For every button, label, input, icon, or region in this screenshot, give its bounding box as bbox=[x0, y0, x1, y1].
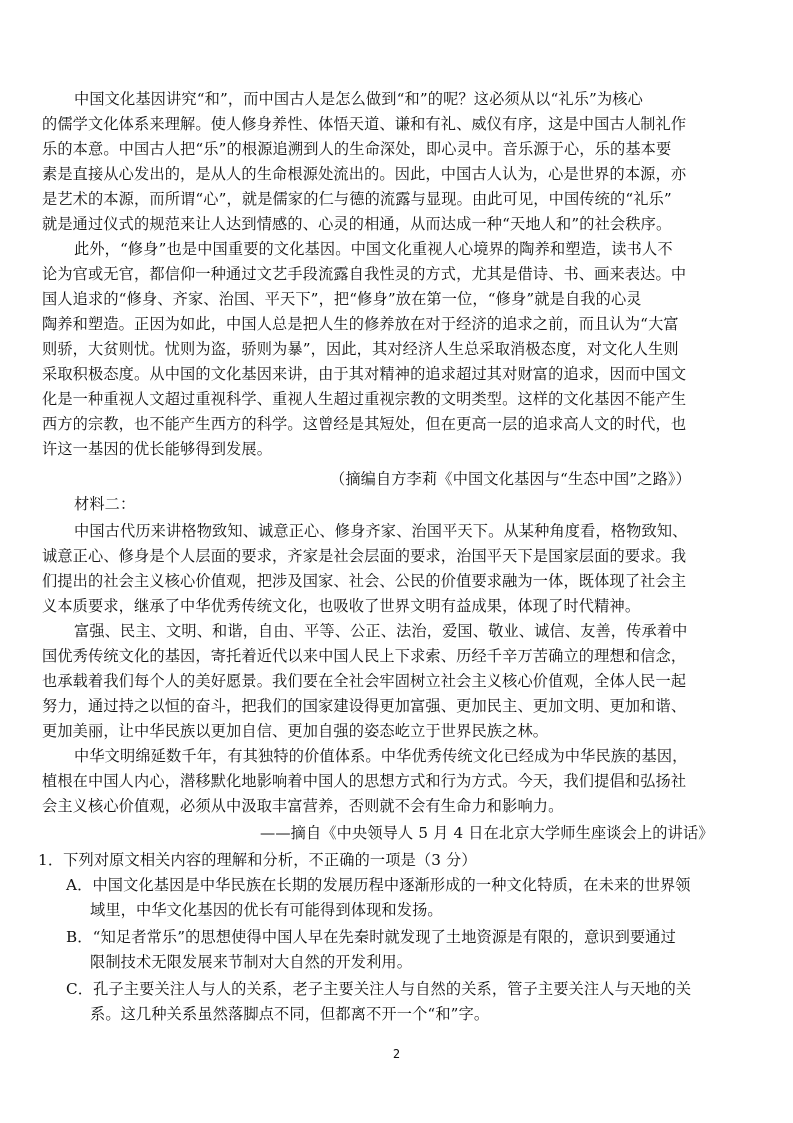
source-citation: ——摘自《中央领导人 5 月 4 日在北京大学师生座谈会上的讲话》 bbox=[260, 824, 714, 842]
paragraph-line: 此外，“修身”也是中国重要的文化基因。中国文化重视人心境界的陶养和塑造，读书人不 bbox=[74, 240, 673, 258]
paragraph-line: 是艺术的本源，而所谓“心”，就是儒家的仁与德的流露与显现。由此可见，中国传统的“礼乐” bbox=[42, 190, 672, 208]
option-a: A．中国文化基因是中华民族在长期的发展历程中逐渐形成的一种文化特质，在未来的世界领 bbox=[66, 876, 691, 894]
option-c-continued: 系。这几种关系虽然落脚点不同，但都离不开一个“和”字。 bbox=[90, 1005, 490, 1023]
paragraph-line: 也承载着我们每个人的美好愿景。我们要在全社会牢固树立社会主义核心价值观，全体人民一起 bbox=[42, 672, 687, 690]
paragraph-line: 许这一基因的优长能够得到发展。 bbox=[42, 440, 273, 458]
paragraph-line: 的儒学文化体系来理解。使人修身养性、体悟天道、谦和有礼、威仪有序，这是中国古人制礼作 bbox=[42, 115, 687, 133]
paragraph-line: 陶养和塑造。正因为如此，中国人总是把人生的修养放在对于经济的追求之前，而且认为“大富 bbox=[42, 315, 679, 333]
paragraph-line: 中华文明绵延数千年，有其独特的价值体系。中华优秀传统文化已经成为中华民族的基因， bbox=[74, 747, 688, 765]
paragraph-line: 会主义核心价值观，必须从中汲取丰富营养，否则就不会有生命力和影响力。 bbox=[42, 797, 564, 815]
paragraph-line: 义本质要求，继承了中华优秀传统文化，也吸收了世界文明有益成果，体现了时代精神。 bbox=[42, 597, 641, 615]
option-a-continued: 域里，中华文化基因的优长有可能得到体现和发扬。 bbox=[90, 901, 443, 919]
option-c: C．孔子主要关注人与人的关系，老子主要关注人与自然的关系，管子主要关注人与天地的关 bbox=[66, 980, 692, 998]
paragraph-line: 们提出的社会主义核心价值观，把涉及国家、社会、公民的价值要求融为一体，既体现了社会主 bbox=[42, 572, 687, 590]
paragraph-line: 努力，通过持之以恒的奋斗，把我们的国家建设得更加富强、更加民主、更加文明、更加和谐、 bbox=[42, 697, 687, 715]
paragraph-line: 更加美丽，让中华民族以更加自信、更加自强的姿态屹立于世界民族之林。 bbox=[42, 722, 549, 740]
paragraph-line: 化是一种重视人文超过重视科学、重视人生超过重视宗教的文明类型。这样的文化基因不能产生 bbox=[42, 390, 687, 408]
source-citation: （摘编自方李莉《中国文化基因与“生态中国”之路》） bbox=[330, 470, 691, 488]
paragraph-line: 国人追求的“修身、齐家、治国、平天下”，把“修身”放在第一位，“修身”就是自我的心灵 bbox=[42, 290, 642, 308]
paragraph-line: 就是通过仪式的规范来让人达到情感的、心灵的相通，从而达成一种“天地人和”的社会秩序。 bbox=[42, 215, 672, 233]
section-heading: 材料二： bbox=[74, 495, 136, 513]
paragraph-line: 乐的本意。中国古人把“乐”的根源追溯到人的生命深处，即心灵中。音乐源于心，乐的基本要 bbox=[42, 140, 672, 158]
paragraph-line: 植根在中国人内心，潜移默化地影响着中国人的思想方式和行为方式。今天，我们提倡和弘扬社 bbox=[42, 772, 687, 790]
paragraph-line: 西方的宗教，也不能产生西方的科学。这曾经是其短处，但在更高一层的追求高人文的时代，也 bbox=[42, 415, 687, 433]
paragraph-line: 国优秀传统文化的基因，寄托着近代以来中国人民上下求索、历经千辛万苦确立的理想和信念， bbox=[42, 647, 687, 665]
paragraph-line: 素是直接从心发出的，是从人的生命根源处流出的。因此，中国古人认为，心是世界的本源，亦 bbox=[42, 165, 687, 183]
paragraph-line: 富强、民主、文明、和谐，自由、平等、公正、法治，爱国、敬业、诚信、友善，传承着中 bbox=[74, 622, 688, 640]
question-stem: 1．下列对原文相关内容的理解和分析，不正确的一项是（3 分） bbox=[38, 851, 477, 869]
paragraph-line: 诚意正心、修身是个人层面的要求，齐家是社会层面的要求，治国平天下是国家层面的要求。我 bbox=[42, 547, 687, 565]
page-number: 2 bbox=[392, 1047, 401, 1061]
paragraph-line: 则骄，大贫则忧。忧则为盗，骄则为暴”，因此，其对经济人生总采取消极态度，对文化人生则 bbox=[42, 340, 679, 358]
paragraph-line: 中国古代历来讲格物致知、诚意正心、修身齐家、治国平天下。从某种角度看，格物致知、 bbox=[74, 522, 688, 540]
paragraph-line: 中国文化基因讲究“和”，而中国古人是怎么做到“和”的呢？这必须从以“礼乐”为核心 bbox=[74, 90, 643, 108]
option-b-continued: 限制技术无限发展来节制对大自然的开发利用。 bbox=[90, 953, 413, 971]
paragraph-line: 论为官或无官，都信仰一种通过文艺手段流露自我性灵的方式，尤其是借诗、书、画来表达。中 bbox=[42, 265, 687, 283]
paragraph-line: 采取积极态度。从中国的文化基因来讲，由于其对精神的追求超过其对财富的追求，因而中国文 bbox=[42, 365, 687, 383]
option-b: B．“知足者常乐”的思想使得中国人早在先秦时就发现了土地资源是有限的，意识到要通过 bbox=[66, 928, 676, 946]
